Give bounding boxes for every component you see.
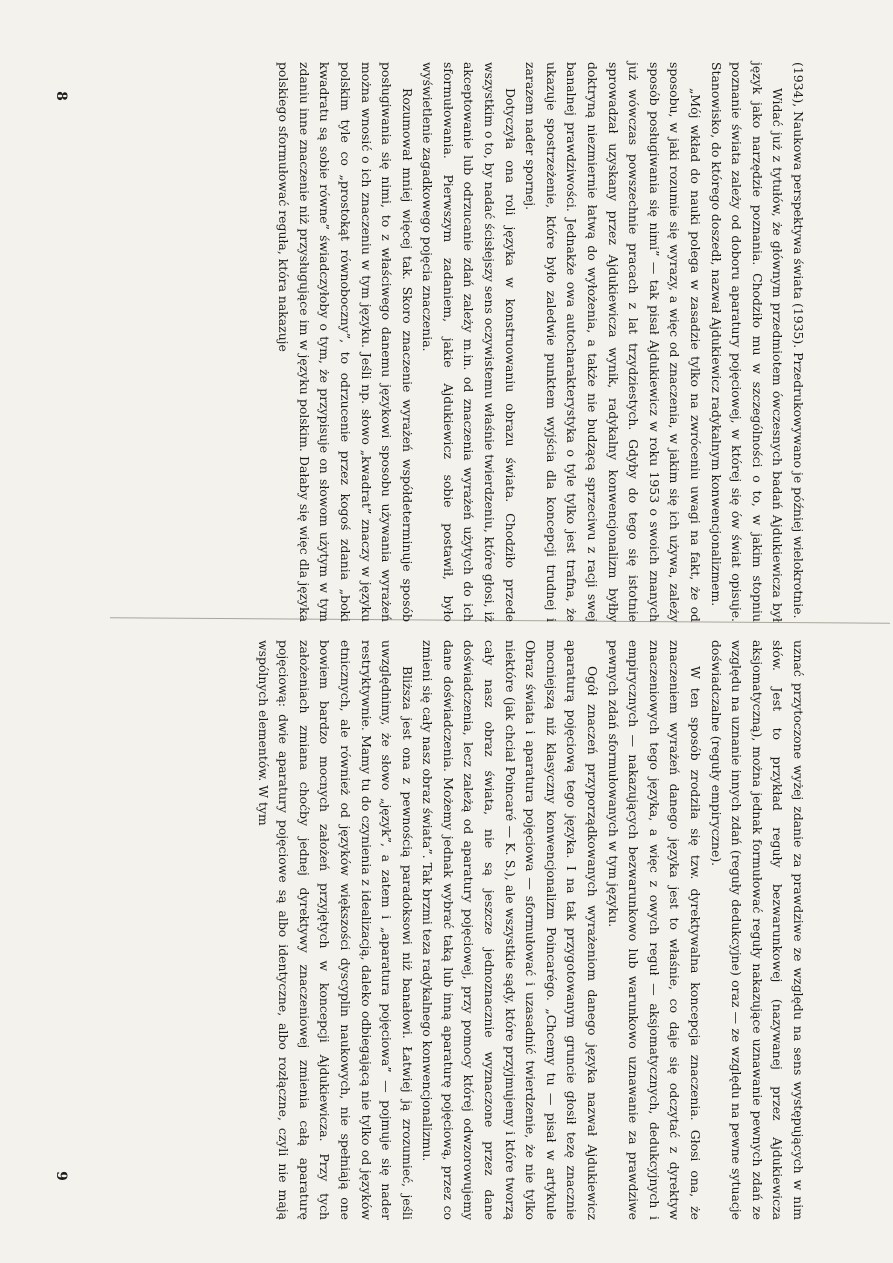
left-paragraph-5: Rozumował mniej więcej tak. Skoro znaczenie wyrażeń współdeterminuje sposób posługiwania się nimi, to z właściwego danemu językowi sposobu używania wyrażeń można wnosić o ich znaczeniu w tym języku. Jeśli np. słowo „kwadrat” znaczy w języku polskim tyle co „prostokąt równoboczny”, to odrzucenie przez kogoś zdania „boki kwadratu są sobie równe” świadczyłoby o tym, że przypisuje on słowom użytym w tym zdaniu inne znaczenie niż przysługujące im w języku polskim. Dałaby się więc dla języka polskiego sformułować reguła, która nakazuje (276, 62, 415, 622)
left-paragraph-4: Dotyczyła ona roli języka w konstruowaniu obrazu świata. Chodziło przede wszystkim o to, by nadać ścisłejszy sens oczywistemu właśnie twierdzeniu, które głosi, iż akceptowanie lub odrzucanie zdań zależy m.in. od znaczenia wyrażeń użytych do ich sformułowania. Pierwszym zadaniem, jakie Ajdukiewicz sobie postawił, było wyświetlenie zagadkowego pojęcia znaczenia. (420, 62, 518, 622)
right-paragraph-3: Ogół znaczeń przyporządkowanych wyrażeniom danego języka nazwał Ajdukiewicz aparaturą pojęciową tego języka. I na tak przygotowanym gruncie głosił tezę znacznie mocniejszą niż klasyczny konwencjonalizm Poincarégo. „Chcemy tu — pisał w artykule Obraz świata i aparatura pojęciowa — sformułować i uzasadnić twierdzenie, że nie tylko niektóre (jak chciał Poincaré — K. S.), ale wszystkie sądy, które przyjmujemy i które tworzą cały nasz obraz świata, nie są jeszcze jednoznacznie wyznaczone przez dane doświadczenia, lecz zależą od aparatury pojęciowej, przy pomocy której odwzorowujemy dane doświadczenia. Możemy jednak wybrać taką lub inną aparaturę pojęciową, przez co zmieni się cały nasz obraz świata”. Tak brzmi teza radykalnego konwencjonalizmu. (420, 640, 601, 1220)
right-paragraph-1: uznać przytoczone wyżej zdanie za prawdziwe ze względu na sens występujących w nim słów. Jest to przykład reguły bezwarunkowej (nazywanej przez Ajdukiewicza aksjomatyczną), można jednak formułować reguły nakazujące uznawanie pewnych zdań ze względu na uznanie innych zdań (reguły dedukcyjne) oraz — ze względu na pewne sytuacje doświadczalne (reguły empiryczne). (708, 640, 806, 1220)
right-paragraph-4: Bliższa jest ona z pewnością paradoksowi niż banałowi. Łatwiej ją zrozumieć, jeśli uwzględnimy, że słowo „język”, a zatem i „aparatura pojęciowa” — pojmuje się nader restryktywnie. Mamy tu do czynienia z idealizacją, daleko odbiegającą nie tylko od języków etnicznych, ale również od języków większości dyscyplin naukowych, nie spełniają one bowiem bardzo mocnych założeń przyjętych w koncepcji Ajdukiewicza. Przy tych założeniach zmiana choćby jednej dyrektywy znaczeniowej zmienia całą aparaturę pojęciową: dwie aparatury pojęciowe są albo identyczne, albo rozłączne, czyli nie mają wspólnych elementów. W tym (255, 640, 415, 1220)
left-paragraph-2: Widać już z tytułów, że głównym przedmiotem ówczesnych badań Ajdukiewicza był język jako narzędzie poznania. Chodziło mu w szczególności o to, w jakim stopniu poznanie świata zależy od doboru aparatury pojęciowej, w której się ów świat opisuje. Stanowisko, do którego doszedł, nazwał Ajdukiewicz radykalnym konwencjonalizmem. (708, 62, 786, 622)
left-paragraph-3: „Mój wkład do nauki polega w zasadzie tylko na zwróceniu uwagi na fakt, że od sposobu, w jaki rozumie się wyrazy, a więc od znaczenia, w jakim się ich używa, zależy sposób posługiwania się nimi” — tak pisał Ajdukiewicz w roku 1953 o swoich znanych już wówczas powszechnie pracach z lat trzydziestych. Gdyby do tego się istotnie sprowadzał uzyskany przez Ajdukiewicza wynik, radykalny konwencjonalizm byłby doktryną niezmiernie łatwą do wyłożenia, a także nie budzącą sprzeciwu z racji swej banalnej prawdziwości. Jednakże owa autocharakterystyka o tyle tylko jest trafna, że ukazuje spostrzeżenie, które było zaledwie punktem wyjścia dla koncepcji trudnej i zarazem nader spornej. (523, 62, 704, 622)
right-page-number: 9 (52, 1171, 69, 1181)
left-page-number: 8 (52, 91, 69, 101)
left-paragraph-1: (1934), Naukowa perspektywa świata (1935). Przedrukowywano je później wielokrotnie. (791, 62, 806, 619)
right-page-body (108, 640, 808, 1220)
right-paragraph-2: W ten sposób zrodziła się tzw. dyrektywalna koncepcja znaczenia. Głosi ona, że znaczeniem wyrażeń danego języka jest to właśnie, co daje się odczytać z dyrektyw znaczeniowych tego języka, a więc z owych reguł — aksjomatycznych, dedukcyjnych i empirycznych — nakazujących bezwarunkowo lub warunkowo uznawanie za prawdziwe pewnych zdań sformułowanych w tym języku. (605, 640, 704, 1220)
